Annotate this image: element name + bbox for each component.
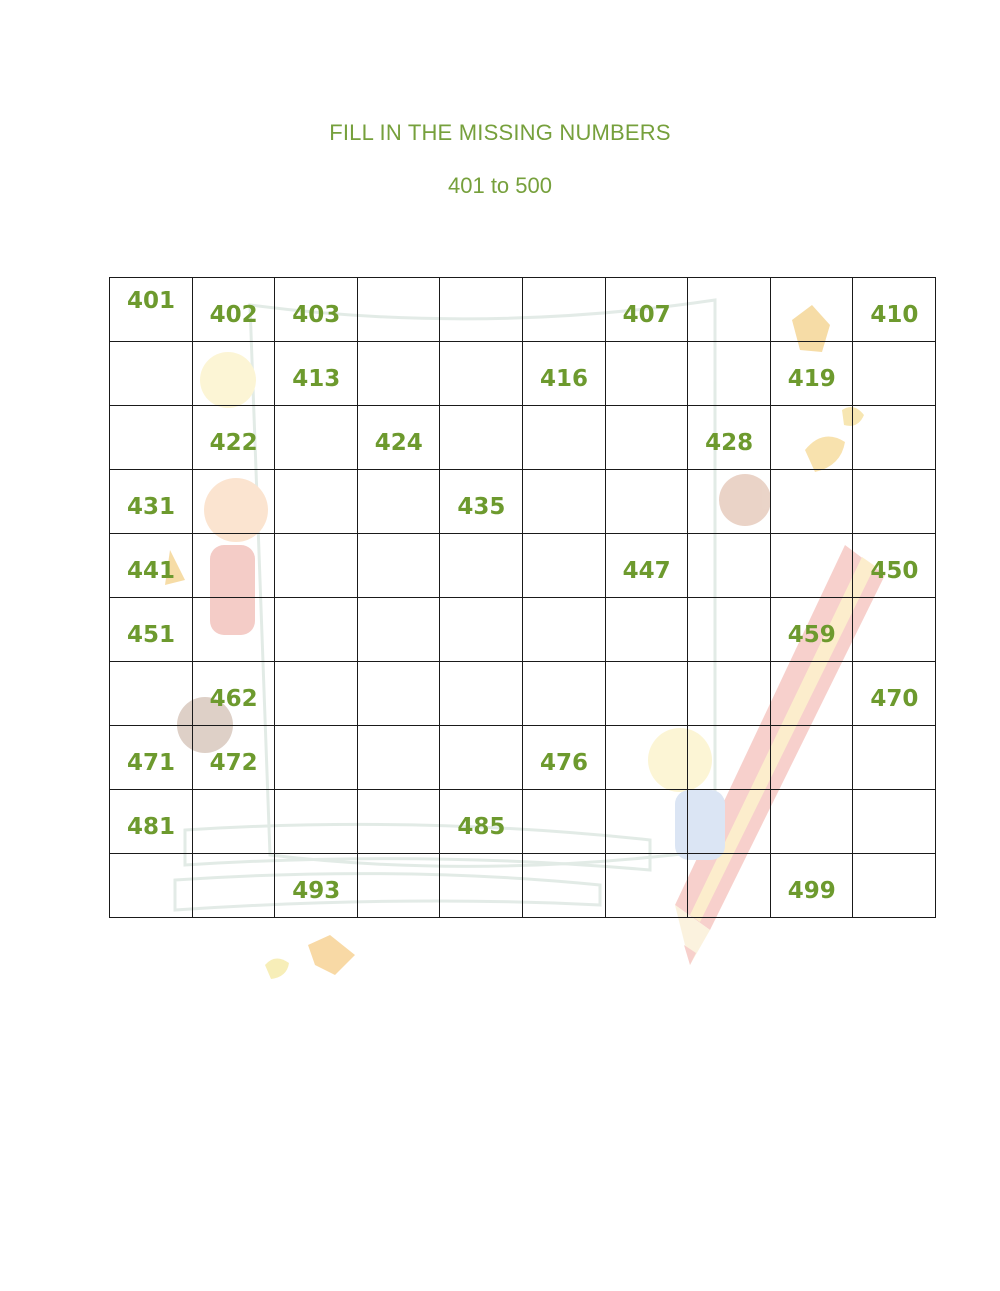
grid-cell[interactable] <box>522 598 605 662</box>
grid-cell[interactable] <box>688 662 771 726</box>
grid-cell <box>853 278 936 342</box>
cell-number: 402 <box>209 302 258 328</box>
cell-number: 447 <box>622 558 671 584</box>
grid-cell[interactable] <box>688 790 771 854</box>
grid-cell[interactable] <box>357 470 440 534</box>
cell-number: 424 <box>374 430 423 456</box>
cell-number <box>358 327 440 341</box>
grid-cell[interactable] <box>853 726 936 790</box>
grid-cell[interactable] <box>688 278 771 342</box>
grid-cell[interactable] <box>192 470 275 534</box>
cell-number <box>771 327 853 341</box>
grid-cell[interactable] <box>440 534 523 598</box>
grid-cell[interactable] <box>275 598 358 662</box>
grid-cell <box>110 534 193 598</box>
grid-cell[interactable] <box>605 342 688 406</box>
grid-cell <box>605 534 688 598</box>
cell-number <box>110 903 192 917</box>
grid-cell[interactable] <box>605 662 688 726</box>
cell-number <box>358 775 440 789</box>
grid-row <box>110 854 936 918</box>
cell-number <box>193 519 275 533</box>
grid-cell[interactable] <box>192 854 275 918</box>
cell-number: 401 <box>127 288 176 314</box>
cell-number: 441 <box>127 558 176 584</box>
grid-cell <box>770 854 853 918</box>
grid-cell[interactable] <box>853 342 936 406</box>
grid-cell[interactable] <box>440 278 523 342</box>
grid-cell[interactable] <box>853 406 936 470</box>
cell-number <box>606 711 688 725</box>
cell-number <box>193 647 275 661</box>
grid-cell[interactable] <box>688 470 771 534</box>
cell-number <box>771 711 853 725</box>
grid-cell <box>110 598 193 662</box>
cell-number <box>523 327 605 341</box>
grid-cell <box>110 790 193 854</box>
grid-cell[interactable] <box>275 534 358 598</box>
grid-cell <box>110 726 193 790</box>
cell-number <box>440 455 522 469</box>
number-grid <box>109 277 936 918</box>
grid-cell[interactable] <box>357 790 440 854</box>
grid-cell <box>110 470 193 534</box>
grid-cell[interactable] <box>440 598 523 662</box>
cell-number <box>440 327 522 341</box>
cell-number: 481 <box>127 814 176 840</box>
grid-cell[interactable] <box>522 278 605 342</box>
cell-number <box>853 455 935 469</box>
cell-number <box>275 647 357 661</box>
cell-number: 450 <box>870 558 919 584</box>
cell-number <box>275 775 357 789</box>
grid-row <box>110 406 936 470</box>
grid-cell[interactable] <box>192 534 275 598</box>
leaf-icon <box>308 935 355 975</box>
grid-cell[interactable] <box>770 278 853 342</box>
cell-number <box>193 903 275 917</box>
grid-cell[interactable] <box>522 406 605 470</box>
cell-number: 407 <box>622 302 671 328</box>
grid-cell[interactable] <box>605 854 688 918</box>
grid-row <box>110 598 936 662</box>
grid-cell <box>853 534 936 598</box>
cell-number <box>110 391 192 405</box>
grid-cell <box>357 406 440 470</box>
cell-number: 419 <box>787 366 836 392</box>
grid-cell[interactable] <box>522 470 605 534</box>
cell-number: 493 <box>292 878 341 904</box>
grid-cell <box>853 662 936 726</box>
worksheet-title: FILL IN THE MISSING NUMBERS <box>329 120 671 145</box>
grid-cell[interactable] <box>440 854 523 918</box>
grid-cell[interactable] <box>357 662 440 726</box>
grid-cell <box>522 726 605 790</box>
cell-number: 470 <box>870 686 919 712</box>
grid-cell <box>192 662 275 726</box>
grid-cell[interactable] <box>853 598 936 662</box>
worksheet-subtitle: 401 to 500 <box>448 173 552 198</box>
cell-number <box>358 903 440 917</box>
grid-cell[interactable] <box>440 662 523 726</box>
cell-number <box>523 583 605 597</box>
cell-number <box>523 455 605 469</box>
cell-number <box>440 647 522 661</box>
grid-cell <box>275 854 358 918</box>
grid-cell[interactable] <box>357 854 440 918</box>
cell-number: 472 <box>209 750 258 776</box>
cell-number <box>771 455 853 469</box>
grid-cell <box>522 342 605 406</box>
cell-number: 428 <box>705 430 754 456</box>
cell-number <box>606 391 688 405</box>
grid-cell[interactable] <box>275 406 358 470</box>
cell-number <box>275 711 357 725</box>
cell-number <box>606 839 688 853</box>
grid-cell[interactable] <box>357 278 440 342</box>
cell-number <box>688 647 770 661</box>
grid-row <box>110 790 936 854</box>
cell-number: 499 <box>787 878 836 904</box>
cell-number <box>275 839 357 853</box>
grid-cell[interactable] <box>853 854 936 918</box>
cell-number <box>606 455 688 469</box>
grid-cell[interactable] <box>192 342 275 406</box>
cell-number <box>193 583 275 597</box>
cell-number: 462 <box>209 686 258 712</box>
cell-number <box>358 391 440 405</box>
cell-number <box>606 775 688 789</box>
grid-cell[interactable] <box>357 342 440 406</box>
cell-number <box>110 711 192 725</box>
grid-row <box>110 278 936 342</box>
grid-cell[interactable] <box>605 726 688 790</box>
cell-number: 485 <box>457 814 506 840</box>
cell-number <box>606 647 688 661</box>
grid-cell <box>275 278 358 342</box>
grid-row <box>110 470 936 534</box>
grid-cell[interactable] <box>522 790 605 854</box>
grid-cell <box>440 470 523 534</box>
grid-cell <box>192 406 275 470</box>
grid-cell[interactable] <box>275 790 358 854</box>
cell-number <box>440 583 522 597</box>
cell-number <box>523 519 605 533</box>
grid-cell[interactable] <box>853 790 936 854</box>
grid-cell[interactable] <box>770 470 853 534</box>
cell-number <box>688 391 770 405</box>
grid-cell[interactable] <box>440 406 523 470</box>
cell-number: 435 <box>457 494 506 520</box>
grid-cell[interactable] <box>605 790 688 854</box>
cell-number: 459 <box>787 622 836 648</box>
grid-cell[interactable] <box>688 534 771 598</box>
cell-number <box>358 839 440 853</box>
grid-cell[interactable] <box>688 598 771 662</box>
grid-cell <box>275 342 358 406</box>
grid-cell <box>688 406 771 470</box>
cell-number <box>853 519 935 533</box>
cell-number <box>440 775 522 789</box>
grid-cell[interactable] <box>605 598 688 662</box>
cell-number <box>440 711 522 725</box>
cell-number <box>193 391 275 405</box>
cell-number: 410 <box>870 302 919 328</box>
cell-number <box>688 519 770 533</box>
cell-number: 403 <box>292 302 341 328</box>
cell-number <box>358 647 440 661</box>
cell-number <box>275 455 357 469</box>
grid-cell[interactable] <box>110 662 193 726</box>
grid-cell <box>110 278 193 342</box>
grid-cell[interactable] <box>110 406 193 470</box>
cell-number <box>688 711 770 725</box>
grid-cell[interactable] <box>522 534 605 598</box>
grid-cell[interactable] <box>688 342 771 406</box>
grid-row <box>110 342 936 406</box>
cell-number <box>440 903 522 917</box>
grid-cell[interactable] <box>192 790 275 854</box>
grid-cell <box>192 278 275 342</box>
cell-number <box>688 839 770 853</box>
cell-number <box>523 711 605 725</box>
cell-number <box>606 519 688 533</box>
cell-number <box>688 327 770 341</box>
grid-cell[interactable] <box>192 598 275 662</box>
cell-number <box>688 775 770 789</box>
cell-number <box>523 647 605 661</box>
grid-cell[interactable] <box>357 598 440 662</box>
cell-number: 451 <box>127 622 176 648</box>
grid-cell[interactable] <box>357 534 440 598</box>
cell-number <box>771 839 853 853</box>
cell-number <box>440 391 522 405</box>
cell-number <box>688 583 770 597</box>
grid-row <box>110 726 936 790</box>
cell-number <box>110 455 192 469</box>
grid-row <box>110 662 936 726</box>
cell-number <box>275 583 357 597</box>
cell-number <box>771 583 853 597</box>
grid-cell[interactable] <box>770 534 853 598</box>
cell-number <box>358 519 440 533</box>
cell-number <box>523 903 605 917</box>
cell-number <box>853 775 935 789</box>
grid-cell[interactable] <box>522 854 605 918</box>
cell-number <box>853 647 935 661</box>
grid-cell <box>440 790 523 854</box>
cell-number <box>688 903 770 917</box>
grid-cell[interactable] <box>275 662 358 726</box>
grid-cell[interactable] <box>110 342 193 406</box>
grid-cell[interactable] <box>688 854 771 918</box>
cell-number <box>523 839 605 853</box>
grid-row <box>110 534 936 598</box>
grid-cell[interactable] <box>605 406 688 470</box>
cell-number: 416 <box>539 366 588 392</box>
cell-number: 471 <box>127 750 176 776</box>
cell-number <box>358 583 440 597</box>
grid-cell[interactable] <box>770 790 853 854</box>
cell-number <box>771 519 853 533</box>
grid-cell <box>192 726 275 790</box>
cell-number <box>853 903 935 917</box>
cell-number: 422 <box>209 430 258 456</box>
cell-number <box>358 711 440 725</box>
grid-cell[interactable] <box>440 726 523 790</box>
grid-cell[interactable] <box>853 470 936 534</box>
cell-number <box>771 775 853 789</box>
leaf-icon <box>265 958 289 979</box>
cell-number <box>193 839 275 853</box>
grid-cell[interactable] <box>440 342 523 406</box>
grid-cell <box>770 598 853 662</box>
grid-cell[interactable] <box>522 662 605 726</box>
grid-cell[interactable] <box>770 406 853 470</box>
grid-cell[interactable] <box>688 726 771 790</box>
cell-number: 476 <box>539 750 588 776</box>
cell-number: 431 <box>127 494 176 520</box>
cell-number <box>275 519 357 533</box>
cell-number <box>853 391 935 405</box>
grid-cell[interactable] <box>357 726 440 790</box>
cell-number: 413 <box>292 366 341 392</box>
grid-cell <box>770 342 853 406</box>
grid-cell[interactable] <box>770 662 853 726</box>
cell-number <box>606 903 688 917</box>
grid-cell[interactable] <box>605 470 688 534</box>
grid-cell[interactable] <box>770 726 853 790</box>
grid-cell[interactable] <box>275 470 358 534</box>
grid-cell[interactable] <box>110 854 193 918</box>
grid-cell <box>605 278 688 342</box>
cell-number <box>853 839 935 853</box>
grid-cell[interactable] <box>275 726 358 790</box>
